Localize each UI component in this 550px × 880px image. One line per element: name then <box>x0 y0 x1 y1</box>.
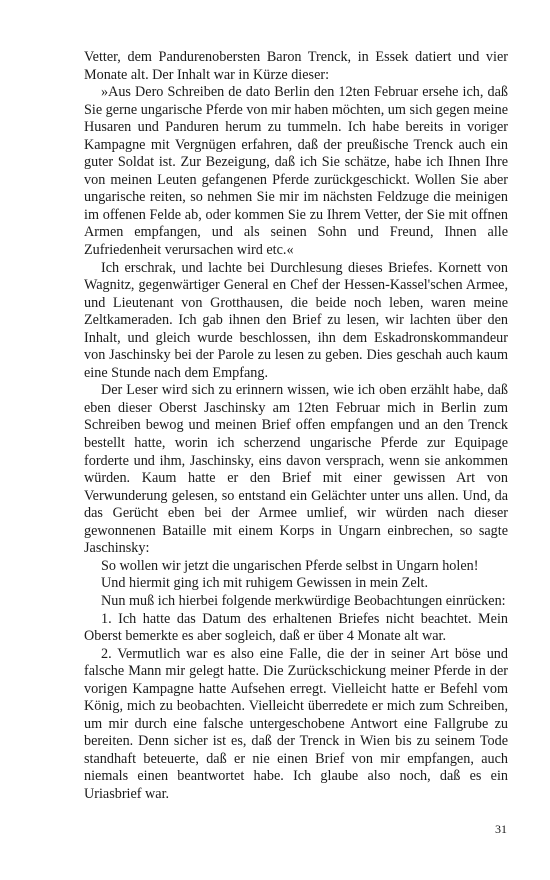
paragraph-letter-quote: »Aus Dero Schreiben de dato Berlin den 12ten Februar ersehe ich, daß Sie gerne ungarische Pferde von mir haben möchten, um sich gegen meine Husaren und Panduren herum zu tummeln. Ich habe bereits in voriger Kampagne mit Vergnügen erfahren, daß der preußische Trenck auch ein guter Soldat ist. Zur Bezeigung, daß ich Sie schätze, habe ich Ihnen Ihre von meinen Leuten gefangenen Pferde zurückgeschickt. Wollen Sie aber ungarische reiten, so nehmen Sie mir im nächsten Feldzuge die meinigen im offenen Felde ab, oder kommen Sie zu Ihrem Vetter, der Sie mit offnen Armen empfangen, und als seinen Sohn und Freund, Ihnen alle Zufriedenheit verursachen wird etc.« <box>84 84 508 259</box>
paragraph-observation-2: 2. Vermutlich war es also eine Falle, die der in seiner Art böse und falsche Mann mir gelegt hatte. Die Zurückschickung meiner Pferde in der vorigen Kampagne hatte Aufsehen erregt. Vielleicht hatte er Befehl vom König, mich zu beobachten. Vielleicht überredete er mich zum Schreiben, um mir durch eine falsche untergeschobene Antwort eine Fallgrube zu bereiten. Denn sicher ist es, daß der Trenck in Wien bis zu seinem Tode standhaft beteuerte, daß er nie einen Brief von mir empfangen, auch niemals einen beantwortet habe. Ich glaube also noch, daß es ein Uriasbrief war. <box>84 645 508 802</box>
paragraph-reaction: Ich erschrak, und lachte bei Durchlesung dieses Briefes. Kornett von Wagnitz, gegenwärtiger General en Chef der Hessen-Kassel'schen Armee, und Lieutenant von Grotthausen, die beide noch leben, waren meine Zeltkameraden. Ich gab ihnen den Brief zu lesen, wir lachten über den Inhalt, und gleich wurde beschlossen, ihn dem Eskadronskommandeur von Jaschinsky bei der Parole zu lesen zu geben. Dies geschah auch kaum eine Stunde nach dem Empfang. <box>84 259 508 381</box>
page-number: 31 <box>495 822 507 836</box>
paragraph-observation-1: 1. Ich hatte das Datum des erhaltenen Briefes nicht beachtet. Mein Oberst bemerkte es aber sogleich, daß er über 4 Monate alt war. <box>84 610 508 645</box>
paragraph-jaschinsky-quote: So wollen wir jetzt die ungarischen Pferde selbst in Ungarn holen! <box>101 557 479 574</box>
body-text <box>84 49 508 804</box>
paragraph-continuation: Vetter, dem Pandurenobersten Baron Trenck, in Essek datiert und vier Monate alt. Der Inhalt war in Kürze dieser: <box>84 49 508 83</box>
paragraph-recollection: Der Leser wird sich zu erinnern wissen, wie ich oben erzählt habe, daß eben dieser Oberst Jaschinsky am 12ten Februar mich in Berlin zum Schreiben bewog und meinen Brief offen empfangen und an den Trenck bestellt hatte, worin ich scherzend ungarische Pferde zur Equipage forderte und ihm, Jaschinsky, eins davon versprach, wenn sie ankommen würden. Kaum hatte er den Brief mit einer gewissen Art von Verwunderung gelesen, so entstand ein Gelächter unter uns allen. Und, da das Gerücht eben bei der Armee umlief, wir würden nach dieser gewonnenen Bataille mit einem Korps in Ungarn einbrechen, so sagte Jaschinsky: <box>84 382 508 557</box>
paragraph-tent: Und hiermit ging ich mit ruhigem Gewissen in mein Zelt. <box>101 575 429 592</box>
paragraph-observations-intro: Nun muß ich hierbei folgende merkwürdige Beobachtungen einrücken: <box>101 592 506 609</box>
